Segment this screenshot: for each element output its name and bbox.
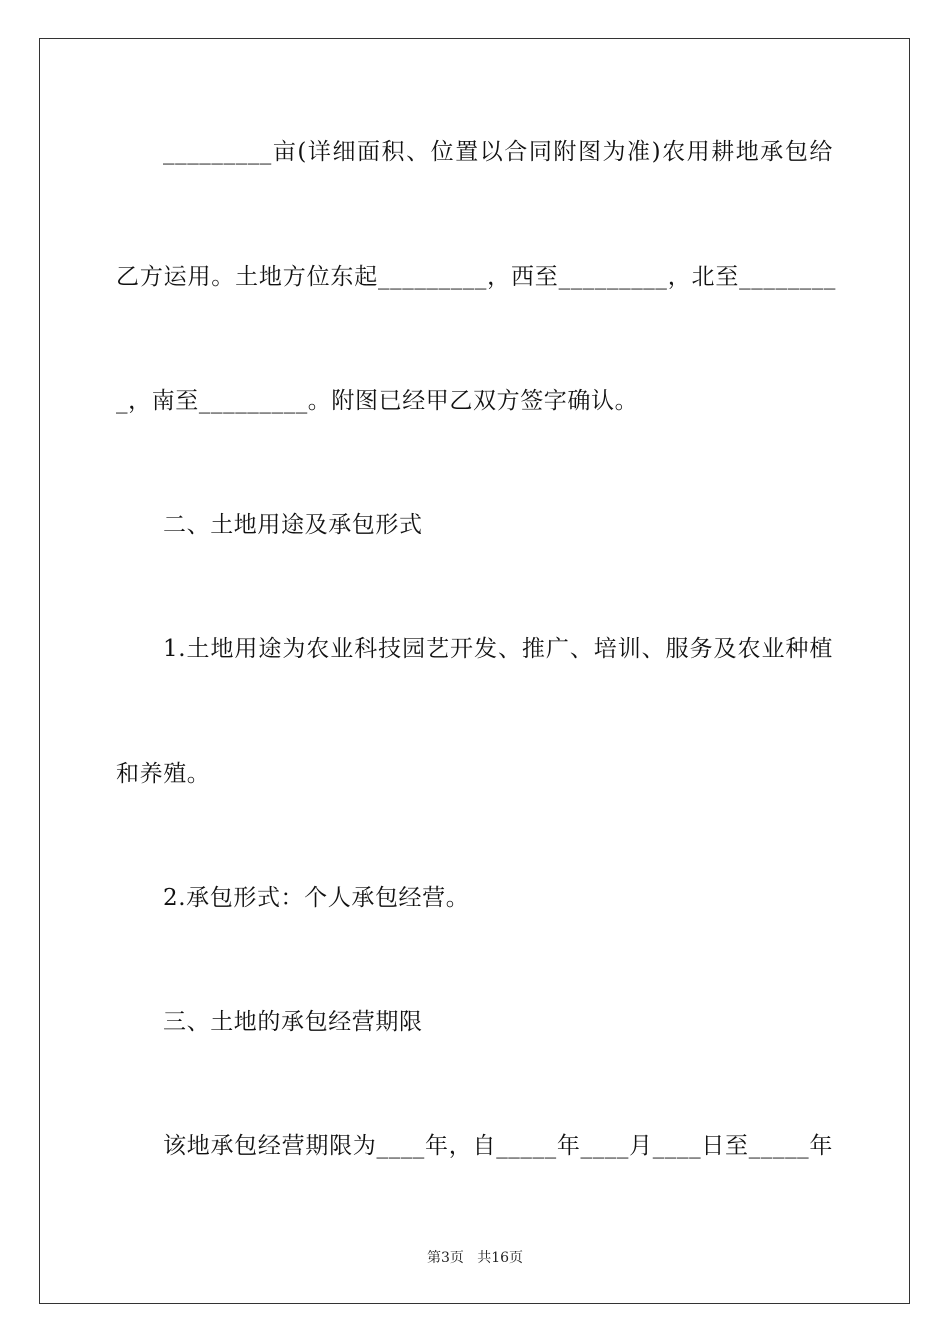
paragraph-line: 该地承包经营期限为____年，自_____年____月____日至_____年 xyxy=(163,1133,833,1159)
paragraph-line: _，南至_________。附图已经甲乙双方签字确认。 xyxy=(116,388,639,414)
section-heading: 二、土地用途及承包形式 xyxy=(163,512,423,538)
paragraph-line: 2.承包形式：个人承包经营。 xyxy=(163,885,470,911)
paragraph-line: 1.土地用途为农业科技园艺开发、推广、培训、服务及农业种植 xyxy=(163,636,833,662)
page-footer xyxy=(0,1247,950,1267)
paragraph-line: 和养殖。 xyxy=(116,761,211,787)
paragraph-line: 乙方运用。土地方位东起_________，西至_________，北至________ xyxy=(116,264,836,290)
page-number-label: 第3页 共16页 xyxy=(426,1250,524,1266)
paragraph-line: _________亩(详细面积、位置以合同附图为准)农用耕地承包给 xyxy=(163,139,833,165)
section-heading: 三、土地的承包经营期限 xyxy=(163,1009,423,1035)
page-border xyxy=(39,38,910,1304)
